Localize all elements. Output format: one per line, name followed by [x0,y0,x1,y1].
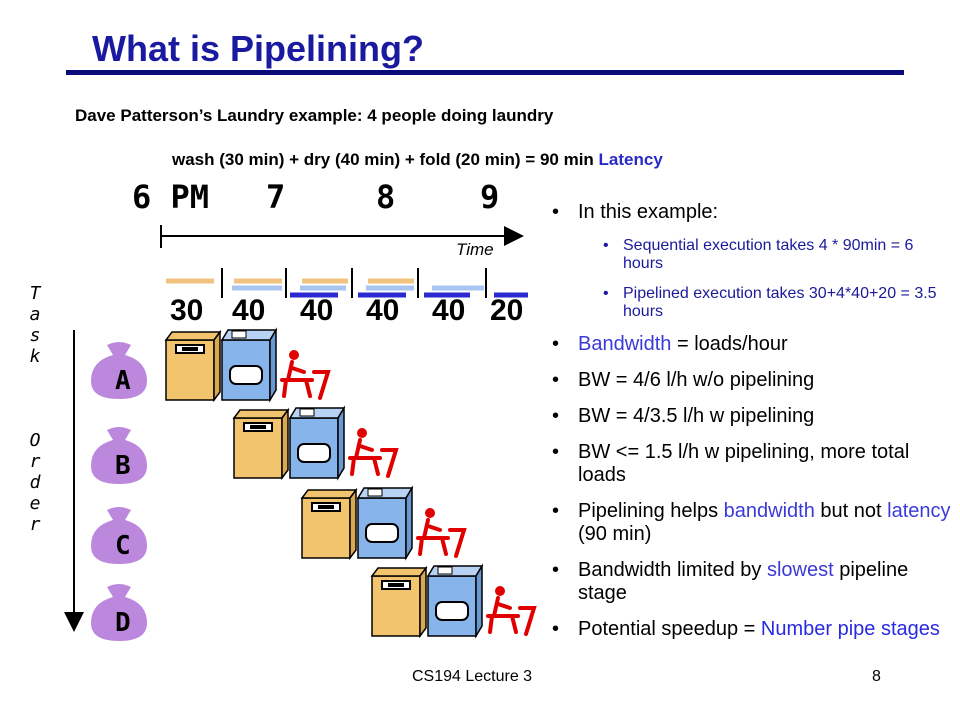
task-c-label: C [115,531,131,561]
page-title: What is Pipelining? [92,28,424,69]
laundry-set-a [166,330,328,400]
duration-2: 40 [232,294,266,327]
hour-7: 7 [266,178,286,216]
duration-3: 40 [300,294,334,327]
subtitle: Dave Patterson’s Laundry example: 4 people doing laundry [75,106,554,125]
task-b-label: B [115,451,131,481]
bullet-helps-bandwidth: • Pipelining helps bandwidth but not latency (90 min) [552,500,952,546]
bullet-bw-without: • BW = 4/6 l/h w/o pipelining [552,369,952,392]
bullet-pipelined: • Pipelined execution takes 30+4*40+20 = 3.5 hours [599,285,952,321]
time-label: Time [456,240,494,259]
bullet-list [552,201,952,654]
duration-1: 30 [170,294,204,327]
bullet-sequential: • Sequential execution takes 4 * 90min = 6 hours [599,237,952,273]
laundry-set-d [372,566,534,636]
task-label-vertical: T a s k [29,283,41,367]
bullet-bw-with: • BW = 4/3.5 l/h w pipelining [552,405,952,428]
bag-d-icon [91,584,147,641]
footer-course: CS194 Lecture 3 [412,668,533,685]
page-number: 8 [872,668,881,685]
bullet-intro: • In this example: [552,201,952,224]
folder-icon [282,350,328,398]
duration-4: 40 [366,294,400,327]
bullet-speedup: • Potential speedup = Number pipe stages [552,618,952,641]
bag-c-icon [91,507,147,564]
hour-9: 9 [480,178,500,216]
task-d-label: D [115,608,131,638]
bag-b-icon [91,427,147,484]
duration-6: 20 [490,294,524,327]
washer-icon [166,332,220,400]
formula-text: wash (30 min) + dry (40 min) + fold (20 min) = 90 min [172,150,594,169]
task-a-label: A [115,366,131,396]
laundry-set-c [302,488,464,558]
formula-latency: Latency [598,150,663,169]
hour-6pm: 6 PM [132,178,210,216]
bag-a-icon [91,342,147,399]
duration-5: 40 [432,294,466,327]
order-label-vertical: O r d e r [29,430,41,535]
hour-8: 8 [376,178,396,216]
bullet-slowest-stage: • Bandwidth limited by slowest pipeline stage [552,559,952,605]
dryer-icon [222,330,276,400]
bullet-bw-more-loads: • BW <= 1.5 l/h w pipelining, more total loads [552,441,952,487]
stage-bars [166,281,528,295]
bullet-bandwidth-def: • Bandwidth = loads/hour [552,333,952,356]
laundry-set-b [234,408,396,478]
